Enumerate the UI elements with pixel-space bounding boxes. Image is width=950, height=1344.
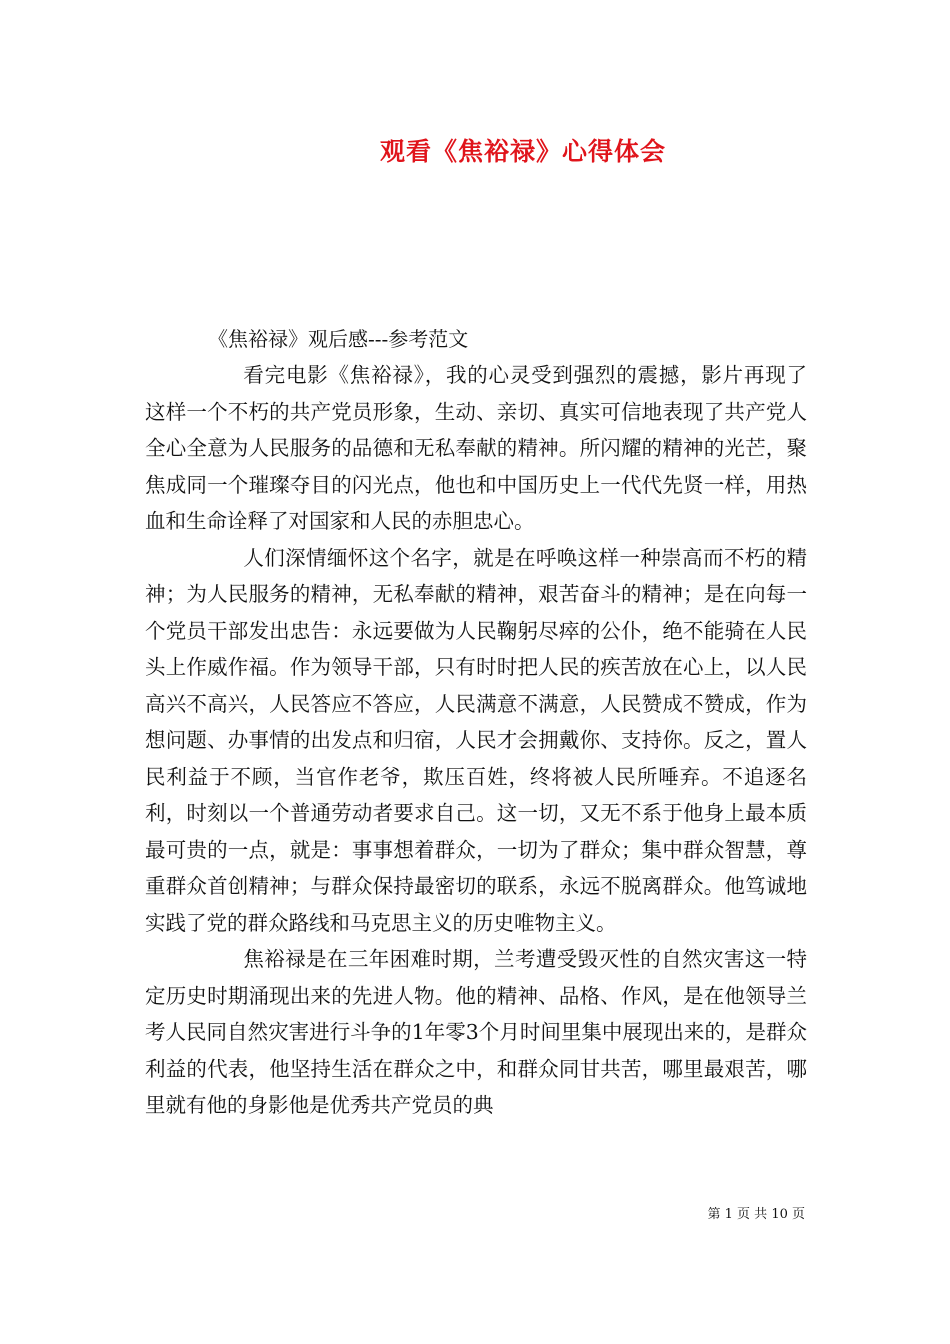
paragraph-2: 人们深情缅怀这个名字，就是在呼唤这样一种崇高而不朽的精神；为人民服务的精神，无私奉献的精神，艰苦奋斗的精神；是在向每一个党员干部发出忠告：永远要做为人民鞠躬尽瘁的公仆，绝不能骑在人民头上作威作福。作为领导干部，只有时时把人民的疾苦放在心上，以人民高兴不高兴，人民答应不答应，人民满意不满意，人民赞成不赞成，作为想问题、办事情的出发点和归宿，人民才会拥戴你、支持你。反之，置人民利益于不顾，当官作老爷，欺压百姓，终将被人民所唾弃。不追逐名利，时刻以一个普通劳动者要求自己。这一切，又无不系于他身上最本质最可贵的一点，就是：事事想着群众，一切为了群众；集中群众智慧，尊重群众首创精神；与群众保持最密切的联系，永远不脱离群众。他笃诚地实践了党的群众路线和马克思主义的历史唯物主义。 [145, 545, 807, 935]
page-footer: 第 1 页 共 10 页 [707, 1207, 805, 1222]
paragraph-3: 焦裕禄是在三年困难时期，兰考遭受毁灭性的自然灾害这一特定历史时期涌现出来的先进人物。他的精神、品格、作风，是在他领导兰考人民同自然灾害进行斗争的1年零3个月时间里集中展现出来的，是群众利益的代表，他坚持生活在群众之中，和群众同甘共苦，哪里最艰苦，哪里就有他的身影他是优秀共产党员的典 [145, 947, 807, 1117]
document-subtitle: 《焦裕禄》观后感---参考范文 [208, 327, 469, 351]
document-body [145, 357, 807, 1124]
document-title: 观看《焦裕禄》心得体会 [379, 137, 666, 166]
paragraph-1: 看完电影《焦裕禄》，我的心灵受到强烈的震撼，影片再现了这样一个不朽的共产党员形象，生动、亲切、真实可信地表现了共产党人全心全意为人民服务的品德和无私奉献的精神。所闪耀的精神的光芒，聚焦成同一个璀璨夺目的闪光点，他也和中国历史上一代代先贤一样，用热血和生命诠释了对国家和人民的赤胆忠心。 [145, 363, 807, 533]
